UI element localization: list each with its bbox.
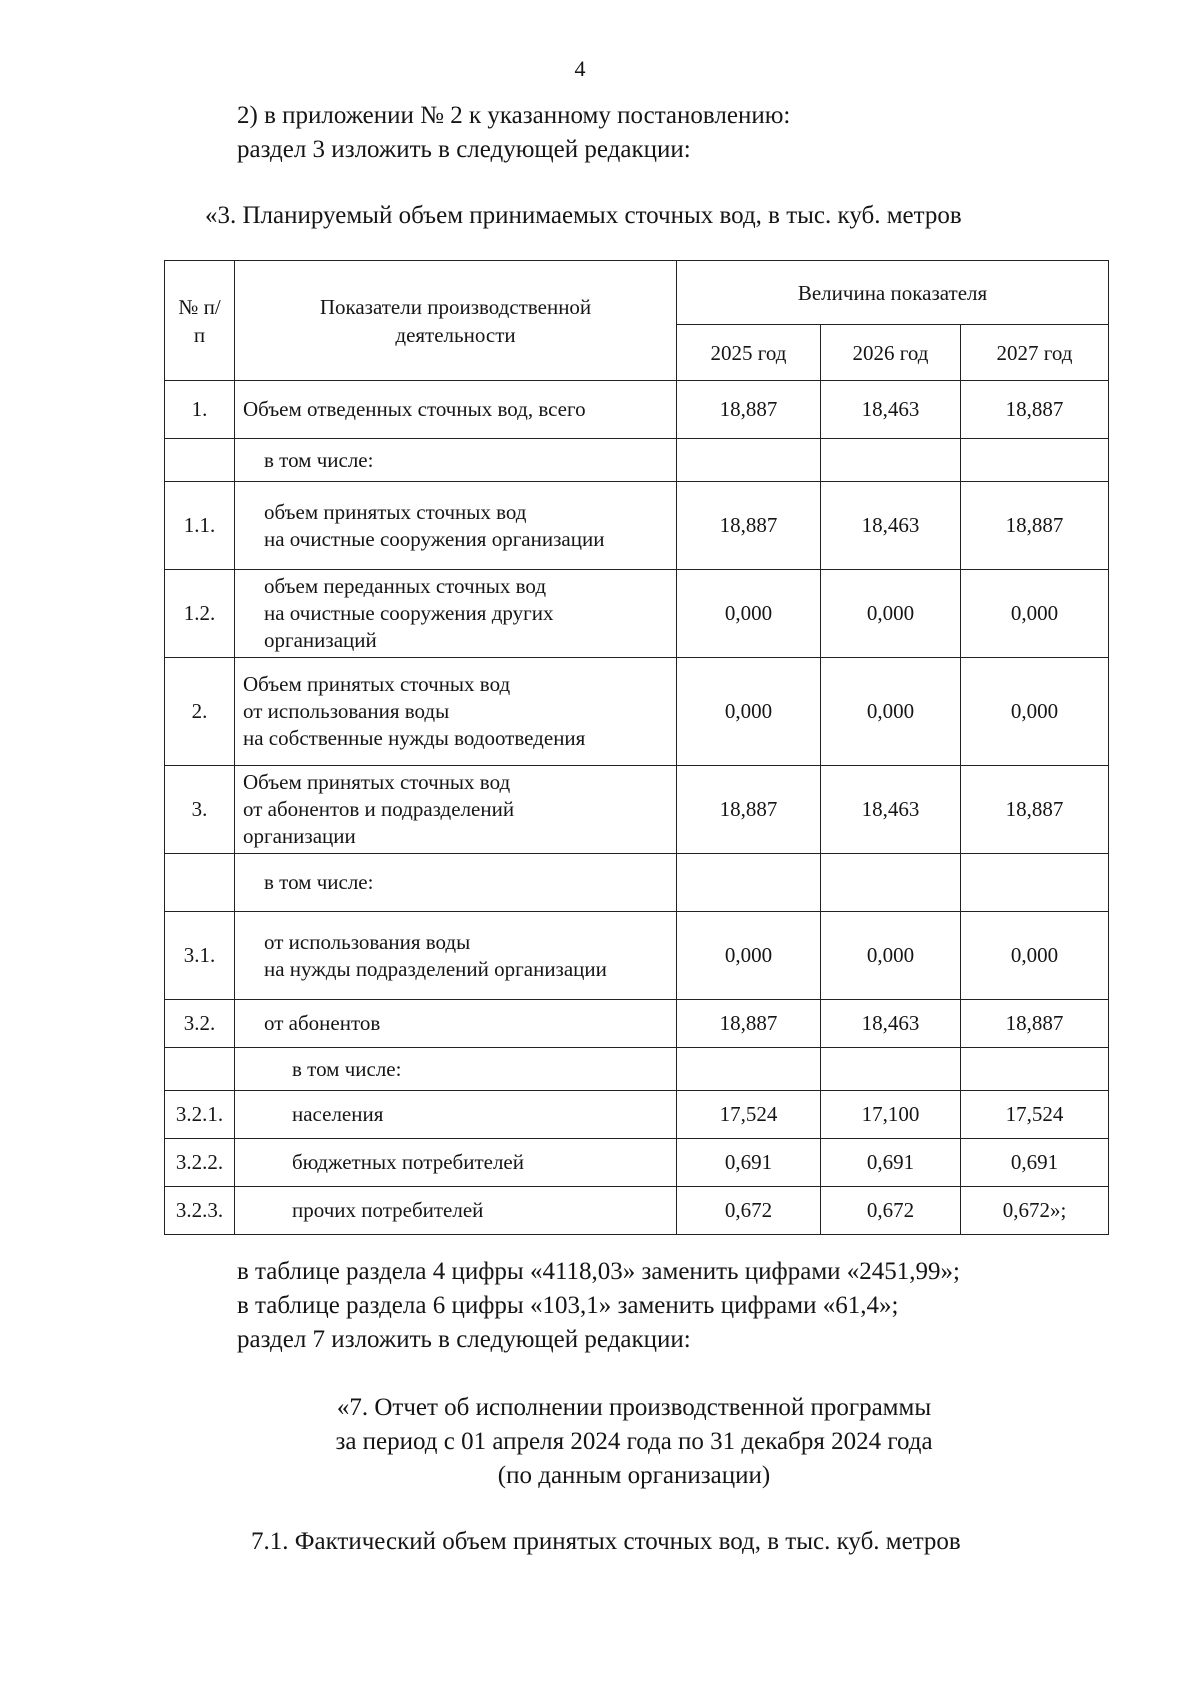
row-number: 3.2.1. [165, 1091, 235, 1139]
row-number: 1.1. [165, 482, 235, 570]
header-indicator: Показатели производственной деятельности [235, 261, 677, 381]
row-value-2025: 18,887 [677, 766, 821, 854]
row-value-2026: 17,100 [821, 1091, 961, 1139]
section-7-title-line-2: за период с 01 апреля 2024 года по 31 декабря 2024 года [335, 1428, 933, 1455]
row-value-2025: 0,000 [677, 912, 821, 1000]
row-indicator: Объем принятых сточных вод от использования воды на собственные нужды водоотведения [235, 658, 677, 766]
row-indicator: прочих потребителей [235, 1187, 677, 1235]
after-table-line-3: раздел 7 изложить в следующей редакции: [237, 1326, 691, 1353]
page-number: 4 [574, 56, 586, 81]
row-indicator: от использования воды на нужды подразделений организации [235, 912, 677, 1000]
row-number: 3.2.3. [165, 1187, 235, 1235]
row-value-2027 [961, 1048, 1109, 1091]
row-value-2025: 0,691 [677, 1139, 821, 1187]
header-year-2026: 2026 год [821, 325, 961, 381]
row-value-2025 [677, 439, 821, 482]
row-number: 2. [165, 658, 235, 766]
row-value-2027: 18,887 [961, 381, 1109, 439]
row-value-2027: 0,691 [961, 1139, 1109, 1187]
row-number: 3.2. [165, 1000, 235, 1048]
row-value-2027: 17,524 [961, 1091, 1109, 1139]
header-year-2025: 2025 год [677, 325, 821, 381]
row-indicator: объем переданных сточных вод на очистные сооружения других организаций [235, 570, 677, 658]
row-value-2027: 0,672»; [961, 1187, 1109, 1235]
table-row [165, 1187, 1109, 1235]
row-value-2026: 18,463 [821, 1000, 961, 1048]
row-value-2026 [821, 1048, 961, 1091]
table-row [165, 570, 1109, 658]
row-indicator: Объем принятых сточных вод от абонентов и подразделений организации [235, 766, 677, 854]
row-value-2025: 17,524 [677, 1091, 821, 1139]
row-indicator: в том числе: [235, 439, 677, 482]
row-number: 3. [165, 766, 235, 854]
row-value-2027: 18,887 [961, 482, 1109, 570]
row-value-2027 [961, 854, 1109, 912]
row-value-2026 [821, 439, 961, 482]
table-row [165, 912, 1109, 1000]
row-value-2025: 18,887 [677, 381, 821, 439]
row-value-2025: 0,000 [677, 570, 821, 658]
table-row [165, 1091, 1109, 1139]
row-number: 3.1. [165, 912, 235, 1000]
table-row [165, 658, 1109, 766]
row-value-2025: 0,672 [677, 1187, 821, 1235]
row-value-2027 [961, 439, 1109, 482]
header-value-group: Величина показателя [677, 261, 1109, 325]
row-value-2027: 0,000 [961, 912, 1109, 1000]
row-indicator: объем принятых сточных вод на очистные сооружения организации [235, 482, 677, 570]
after-table-line-1: в таблице раздела 4 цифры «4118,03» заменить цифрами «2451,99»; [237, 1258, 960, 1285]
row-value-2027: 0,000 [961, 658, 1109, 766]
row-number: 3.2.2. [165, 1139, 235, 1187]
table-row [165, 1139, 1109, 1187]
row-number: 1. [165, 381, 235, 439]
row-number [165, 854, 235, 912]
table-row [165, 439, 1109, 482]
row-value-2026: 0,691 [821, 1139, 961, 1187]
row-value-2026: 0,000 [821, 658, 961, 766]
table-row [165, 854, 1109, 912]
wastewater-volume-table [164, 260, 1109, 1235]
row-number: 1.2. [165, 570, 235, 658]
row-value-2026: 18,463 [821, 482, 961, 570]
row-value-2025 [677, 854, 821, 912]
row-number [165, 1048, 235, 1091]
row-value-2026: 0,672 [821, 1187, 961, 1235]
row-indicator: населения [235, 1091, 677, 1139]
header-year-2027: 2027 год [961, 325, 1109, 381]
table-row [165, 1000, 1109, 1048]
table-row [165, 482, 1109, 570]
row-indicator: Объем отведенных сточных вод, всего [235, 381, 677, 439]
row-indicator: в том числе: [235, 1048, 677, 1091]
section-7-title-line-1: «7. Отчет об исполнении производственной программы [336, 1394, 932, 1421]
row-value-2026: 18,463 [821, 381, 961, 439]
header-num: № п/п [165, 261, 235, 381]
table-row [165, 1048, 1109, 1091]
row-value-2025: 18,887 [677, 1000, 821, 1048]
row-value-2026: 18,463 [821, 766, 961, 854]
after-table-line-2: в таблице раздела 6 цифры «103,1» заменить цифрами «61,4»; [237, 1292, 899, 1319]
row-value-2026 [821, 854, 961, 912]
row-value-2027: 18,887 [961, 766, 1109, 854]
intro-line-1: 2) в приложении № 2 к указанному постановлению: [237, 102, 791, 129]
section-7-1-title: 7.1. Фактический объем принятых сточных вод, в тыс. куб. метров [251, 1528, 961, 1555]
table-row [165, 381, 1109, 439]
section-7-title-line-3: (по данным организации) [497, 1462, 771, 1489]
row-indicator: бюджетных потребителей [235, 1139, 677, 1187]
intro-line-2: раздел 3 изложить в следующей редакции: [237, 136, 691, 163]
row-value-2027: 0,000 [961, 570, 1109, 658]
row-value-2027: 18,887 [961, 1000, 1109, 1048]
row-number [165, 439, 235, 482]
row-value-2025: 18,887 [677, 482, 821, 570]
row-value-2026: 0,000 [821, 912, 961, 1000]
section-3-title: «3. Планируемый объем принимаемых сточных вод, в тыс. куб. метров [205, 202, 962, 229]
table-row [165, 766, 1109, 854]
row-value-2025: 0,000 [677, 658, 821, 766]
row-value-2025 [677, 1048, 821, 1091]
row-indicator: от абонентов [235, 1000, 677, 1048]
row-indicator: в том числе: [235, 854, 677, 912]
row-value-2026: 0,000 [821, 570, 961, 658]
